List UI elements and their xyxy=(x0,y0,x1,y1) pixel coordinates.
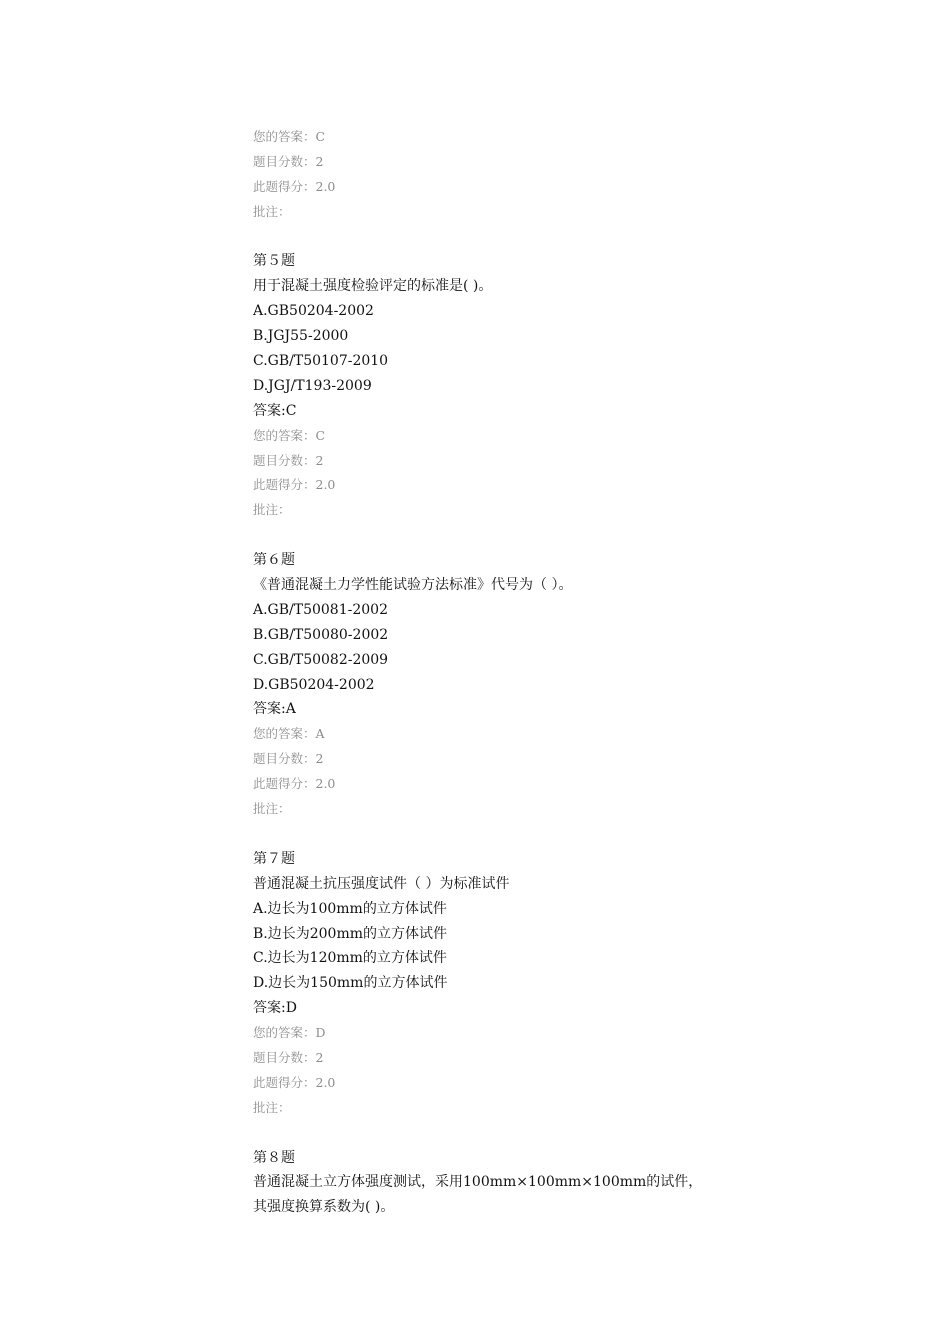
your-answer: 您的答案：C xyxy=(253,129,326,144)
option-c: C.GB/T50107-2010 xyxy=(253,353,389,370)
question-text: 《普通混凝土力学性能试验方法标准》代号为（ ）。 xyxy=(253,577,573,594)
option-c: C.边长为120mm的立方体试件 xyxy=(253,950,447,967)
spacer xyxy=(253,1121,913,1146)
question-text: 用于混凝土强度检验评定的标准是( )。 xyxy=(253,278,493,295)
spacer xyxy=(253,822,913,847)
option-c: C.GB/T50082-2009 xyxy=(253,651,389,668)
question-score: 题目分数：2 xyxy=(253,153,324,169)
option-b: B.JGJ55-2000 xyxy=(253,328,349,345)
option-a: A.GB/T50081-2002 xyxy=(253,601,388,618)
score-obtained: 此题得分：2.0 xyxy=(253,178,336,194)
question-score: 题目分数：2 xyxy=(253,452,324,468)
option-a: A.边长为100mm的立方体试件 xyxy=(253,900,447,917)
correct-answer: 答案:C xyxy=(253,402,297,419)
question-score: 题目分数：2 xyxy=(253,1049,324,1065)
option-b: B.GB/T50080-2002 xyxy=(253,626,389,643)
comment-label: 批注： xyxy=(253,203,291,219)
option-b: B.边长为200mm的立方体试件 xyxy=(253,925,448,942)
correct-answer: 答案:D xyxy=(253,1000,297,1017)
question-score: 题目分数：2 xyxy=(253,751,324,767)
previous-question-result xyxy=(253,125,913,225)
score-obtained: 此题得分：2.0 xyxy=(253,776,336,792)
spacer xyxy=(253,225,913,250)
question-6 xyxy=(253,548,913,822)
score-obtained: 此题得分：2.0 xyxy=(253,477,336,493)
question-5 xyxy=(253,249,913,523)
question-text: 普通混凝土抗压强度试件（ ）为标准试件 xyxy=(253,875,510,892)
comment-label: 批注： xyxy=(253,502,291,518)
question-7 xyxy=(253,847,913,1121)
correct-answer: 答案:A xyxy=(253,701,296,718)
spacer xyxy=(253,523,913,548)
question-number: 第７题 xyxy=(253,850,295,867)
option-d: D.JGJ/T193-2009 xyxy=(253,377,372,394)
option-d: D.边长为150mm的立方体试件 xyxy=(253,975,448,992)
question-8 xyxy=(253,1146,913,1221)
question-number: 第６题 xyxy=(253,552,295,569)
your-answer: 您的答案：A xyxy=(253,726,325,742)
question-text-line-2: 其强度换算系数为( )。 xyxy=(253,1199,395,1216)
your-answer: 您的答案：D xyxy=(253,1025,326,1041)
option-d: D.GB50204-2002 xyxy=(253,676,375,693)
question-number: 第８题 xyxy=(253,1149,295,1166)
comment-label: 批注： xyxy=(253,1099,291,1115)
comment-label: 批注： xyxy=(253,801,291,817)
score-obtained: 此题得分：2.0 xyxy=(253,1074,336,1090)
question-text-line-1: 普通混凝土立方体强度测试，采用100mm×100mm×100mm的试件， xyxy=(253,1174,703,1191)
your-answer: 您的答案：C xyxy=(253,427,326,443)
option-a: A.GB50204-2002 xyxy=(253,303,374,320)
question-number: 第５题 xyxy=(253,253,295,270)
document-page xyxy=(253,125,913,1220)
